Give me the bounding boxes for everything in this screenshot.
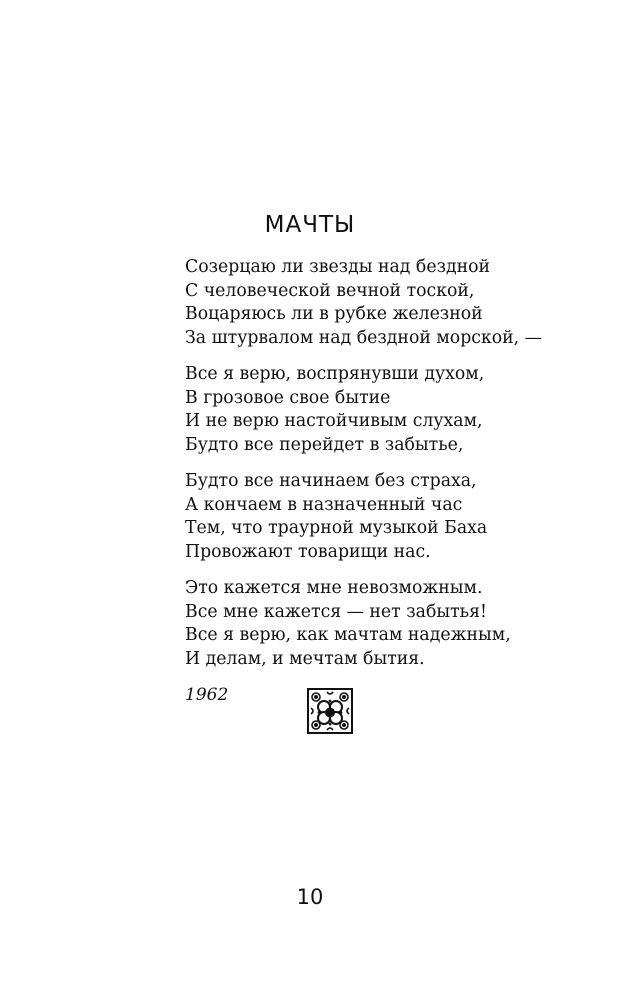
poem-line: А кончаем в назначенный час — [185, 494, 463, 515]
poem-line: Будто все начинаем без страха, — [185, 471, 477, 491]
poem-line: И не верю настойчивым слухам, — [185, 411, 483, 431]
poem-body — [185, 256, 605, 707]
poem-line: Это кажется мне невозможным. — [185, 578, 483, 598]
poem-line: И делам, и мечтам бытия. — [185, 648, 425, 669]
poem-line: Воцаряюсь ли в рубке железной — [185, 304, 483, 324]
poem-title: МАЧТЫ — [264, 212, 356, 238]
poem-line: Все я верю, воспрянувши духом, — [185, 364, 485, 384]
poem-line: Все я верю, как мачтам надежным, — [185, 625, 511, 645]
poem-line: В грозовое свое бытие — [185, 387, 391, 408]
stanza-3 — [185, 470, 605, 564]
poem-line: С человеческой вечной тоской, — [185, 280, 475, 301]
stanza-1 — [185, 256, 605, 350]
poem-line: Все мне кажется — нет забытья! — [185, 601, 487, 622]
stanza-4 — [185, 577, 605, 671]
page-number: 10 — [296, 885, 324, 909]
poem-year: 1962 — [185, 685, 229, 705]
poem-line: Будто все перейдет в забытье, — [185, 434, 464, 455]
stanza-2 — [185, 363, 605, 457]
poem-line: Созерцаю ли звезды над бездной — [185, 257, 491, 277]
poem-line: Тем, что траурной музыкой Баха — [185, 518, 488, 538]
poem-line: Провожают товарищи нас. — [185, 541, 431, 562]
poem-line: За штурвалом над бездной морской, — — [185, 327, 542, 348]
floral-ornament-icon — [307, 688, 353, 734]
